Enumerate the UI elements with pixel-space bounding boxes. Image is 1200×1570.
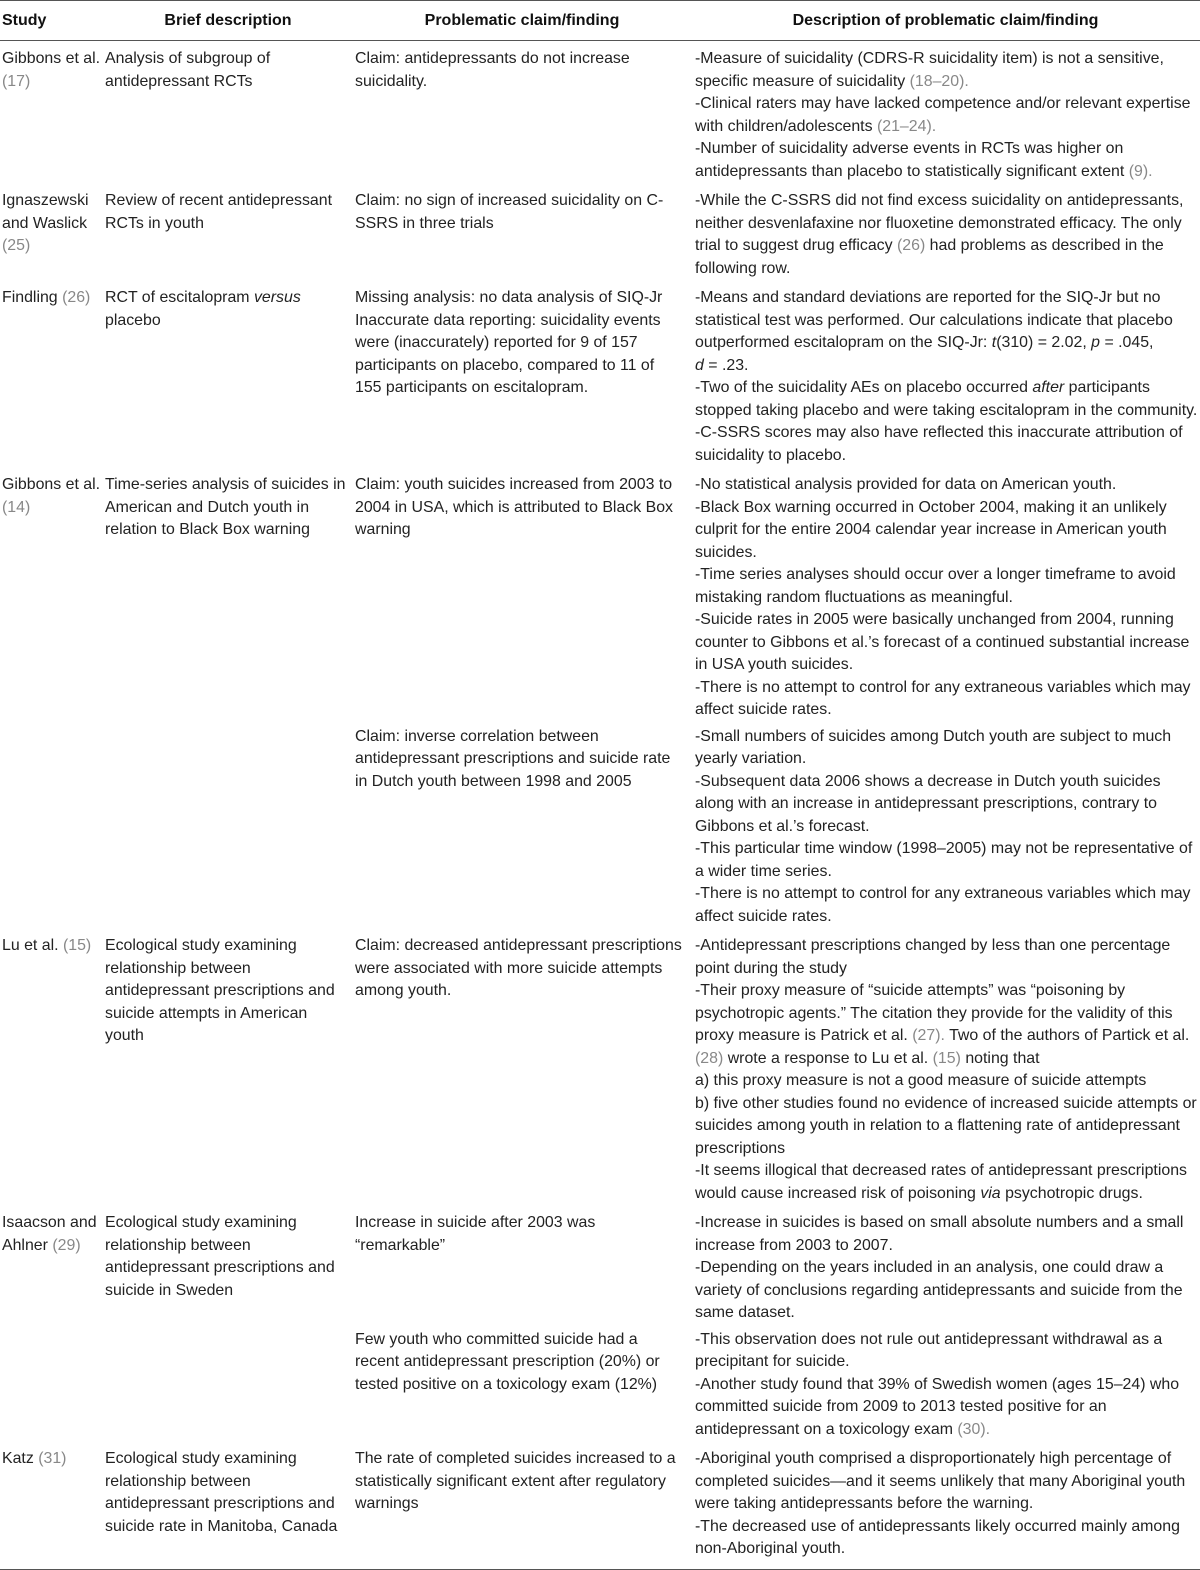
brief-cell: RCT of escitalopram versus placebo [105, 289, 301, 329]
ref-link[interactable]: (31) [38, 1450, 67, 1467]
ref-link[interactable]: (29) [52, 1236, 81, 1254]
description-cell: -Small numbers of suicides among Dutch youth are subject to much yearly variation. -Subsequent data 2006 shows a decrease in Dutch youth suicides along with an increase in antidepressant prescriptions, contrary to Gibbons et al.’s forecast. -This particular time window (1998–2005) may not be representative of a wider time series. -There is no attempt to control for any extraneous variables which may affect suicide rates. [695, 727, 1193, 925]
header-brief: Brief description [103, 1, 353, 41]
claim-cell: Increase in suicide after 2003 was “remarkable” [355, 1214, 596, 1254]
claim-cell: The rate of completed suicides increased to a statistically significant extent after regulatory warnings [353, 1441, 691, 1569]
ref-link[interactable]: (27). [912, 1027, 945, 1044]
study-cell: Isaacson and Ahlner (29) [2, 1214, 97, 1254]
claim-cell: Missing analysis: no data analysis of SIQ-Jr Inaccurate data reporting: suicidality events were (inaccurately) reported for 9 of 157 participants on placebo, compared to 11 of 155 participants on escitalopram. [355, 289, 663, 396]
table-row [0, 1325, 1200, 1442]
header-claim: Problematic claim/finding [353, 1, 691, 41]
ref-link[interactable]: (26) [896, 237, 926, 254]
header-study: Study [0, 1, 103, 41]
table-row [0, 467, 1200, 722]
ref-link[interactable]: (15) [62, 937, 92, 954]
table-row [0, 41, 1200, 184]
description-cell: -Aboriginal youth comprised a disproportionately high percentage of completed suicides—and it seems unlikely that many Aboriginal youth were taking antidepressants before the warning. -The decreased use of antidepressants likely occurred mainly among non-Aboriginal youth. [691, 1441, 1200, 1569]
claim-cell: Claim: decreased antidepressant prescriptions were associated with more suicide attempts among youth. [355, 937, 682, 999]
table-row [0, 1441, 1200, 1569]
ref-link[interactable]: (26) [62, 289, 91, 306]
description-cell: -Measure of suicidality (CDRS-R suicidality item) is not a sensitive, specific measure of suicidality (18–20). -Clinical raters may have lacked competence and/or relevant expertise with children/adolescents (21–24). -Number of suicidality adverse events in RCTs was higher on antidepressants than placebo to statistically significant extent (9). [695, 50, 1191, 180]
study-cell: Katz (31) [0, 1441, 103, 1569]
brief-cell: Review of recent antidepressant RCTs in youth [105, 192, 333, 232]
header-row [0, 1, 1200, 41]
brief-cell: Ecological study examining relationship between antidepressant prescriptions and suicide rate in Manitoba, Canada [103, 1441, 353, 1569]
description-cell: -Increase in suicides is based on small absolute numbers and a small increase from 2003 to 2007. -Depending on the years included in an analysis, one could draw a variety of conclusions regarding antidepressants and suicide from the same dataset. [695, 1214, 1184, 1321]
ref-link[interactable]: (17) [2, 72, 31, 90]
description-cell: -Antidepressant prescriptions changed by less than one percentage point during the study -Their proxy measure of “suicide attempts” was “poisoning by psychotropic agents.” The citation they provide for the validity of this proxy measure is Patrick et al. (27). Two of the authors of Partick et al. (28) wrote a response to Lu et al. (15) noting that a) this proxy measure is not a good measure of suicide attempts b) five other studies found no evidence of increased suicide attempts or suicides among youth in relation to a flattening rate of antidepressant prescriptions -It seems illogical that decreased rates of antidepressant prescriptions would cause increased risk of poisoning via psychotropic drugs. [695, 937, 1197, 1202]
study-cell: Ignaszewski and Waslick (25) [2, 192, 89, 254]
table-row [0, 280, 1200, 467]
table-row [0, 1205, 1200, 1325]
table-row [0, 722, 1200, 929]
description-cell: -While the C-SSRS did not find excess suicidality on antidepressants, neither desvenlafaxine nor fluoxetine demonstrated efficacy. The only trial to suggest drug efficacy (26) had problems as described in the following row. [695, 192, 1184, 277]
ref-link[interactable]: (14) [2, 498, 31, 516]
claim-cell: Few youth who committed suicide had a recent antidepressant prescription (20%) or tested positive on a toxicology exam (12%) [355, 1330, 660, 1393]
table-row [0, 183, 1200, 280]
description-cell: -Means and standard deviations are reported for the SIQ-Jr but no statistical test was performed. Our calculations indicate that placebo outperformed escitalopram on the SIQ-Jr: t(310) = 2.02, p = .045, d = .23. -Two of the suicidality AEs on placebo occurred after participants stopped taking placebo and were taking escitalopram in the community. -C-SSRS scores may also have reflected this inaccurate attribution of suicidality to placebo. [695, 289, 1198, 464]
ref-link[interactable]: (21–24). [876, 117, 937, 135]
ref-link[interactable]: (15) [932, 1049, 961, 1067]
claim-cell: Claim: no sign of increased suicidality on C-SSRS in three trials [355, 192, 664, 232]
description-cell: -No statistical analysis provided for data on American youth. -Black Box warning occurred in October 2004, making it an unlikely culprit for the entire 2004 calendar year increase in American youth suicides. -Time series analyses should occur over a longer timeframe to avoid mistaking random fluctuations as meaningful. -Suicide rates in 2005 were basically unchanged from 2004, running counter to Gibbons et al.’s forecast of a continued substantial increase in USA youth suicides. -There is no attempt to control for any extraneous variables which may affect suicide rates. [695, 476, 1191, 718]
table-row [0, 928, 1200, 1205]
brief-cell: Analysis of subgroup of antidepressant RCTs [105, 50, 271, 90]
claim-cell: Claim: youth suicides increased from 2003 to 2004 in USA, which is attributed to Black Box warning [355, 476, 673, 538]
brief-cell: Time-series analysis of suicides in American and Dutch youth in relation to Black Box warning [105, 476, 346, 538]
description-cell: -This observation does not rule out antidepressant withdrawal as a precipitant for suicide. -Another study found that 39% of Swedish women (ages 15–24) who committed suicide from 2009 to 2013 tested positive for an antidepressant on a toxicology exam (30). [695, 1330, 1180, 1438]
ref-link[interactable]: (30). [957, 1420, 991, 1438]
claim-cell: Claim: inverse correlation between antidepressant prescriptions and suicide rate in Dutch youth between 1998 and 2005 [355, 727, 671, 790]
header-description: Description of problematic claim/finding [691, 1, 1200, 41]
study-cell: Gibbons et al. (17) [2, 50, 101, 90]
brief-cell: Ecological study examining relationship between antidepressant prescriptions and suicide in Sweden [105, 1214, 335, 1299]
study-cell: Gibbons et al. (14) [2, 476, 101, 516]
ref-link[interactable]: (18–20). [909, 72, 969, 90]
study-cell: Lu et al. (15) [2, 937, 92, 954]
ref-link[interactable]: (28) [695, 1049, 724, 1067]
claim-cell: Claim: antidepressants do not increase suicidality. [355, 50, 630, 90]
ref-link[interactable]: (9). [1128, 162, 1153, 180]
ref-link[interactable]: (25) [2, 237, 31, 254]
brief-cell: Ecological study examining relationship between antidepressant prescriptions and suicide attempts in American youth [105, 937, 335, 1044]
study-cell: Findling (26) [2, 289, 91, 306]
